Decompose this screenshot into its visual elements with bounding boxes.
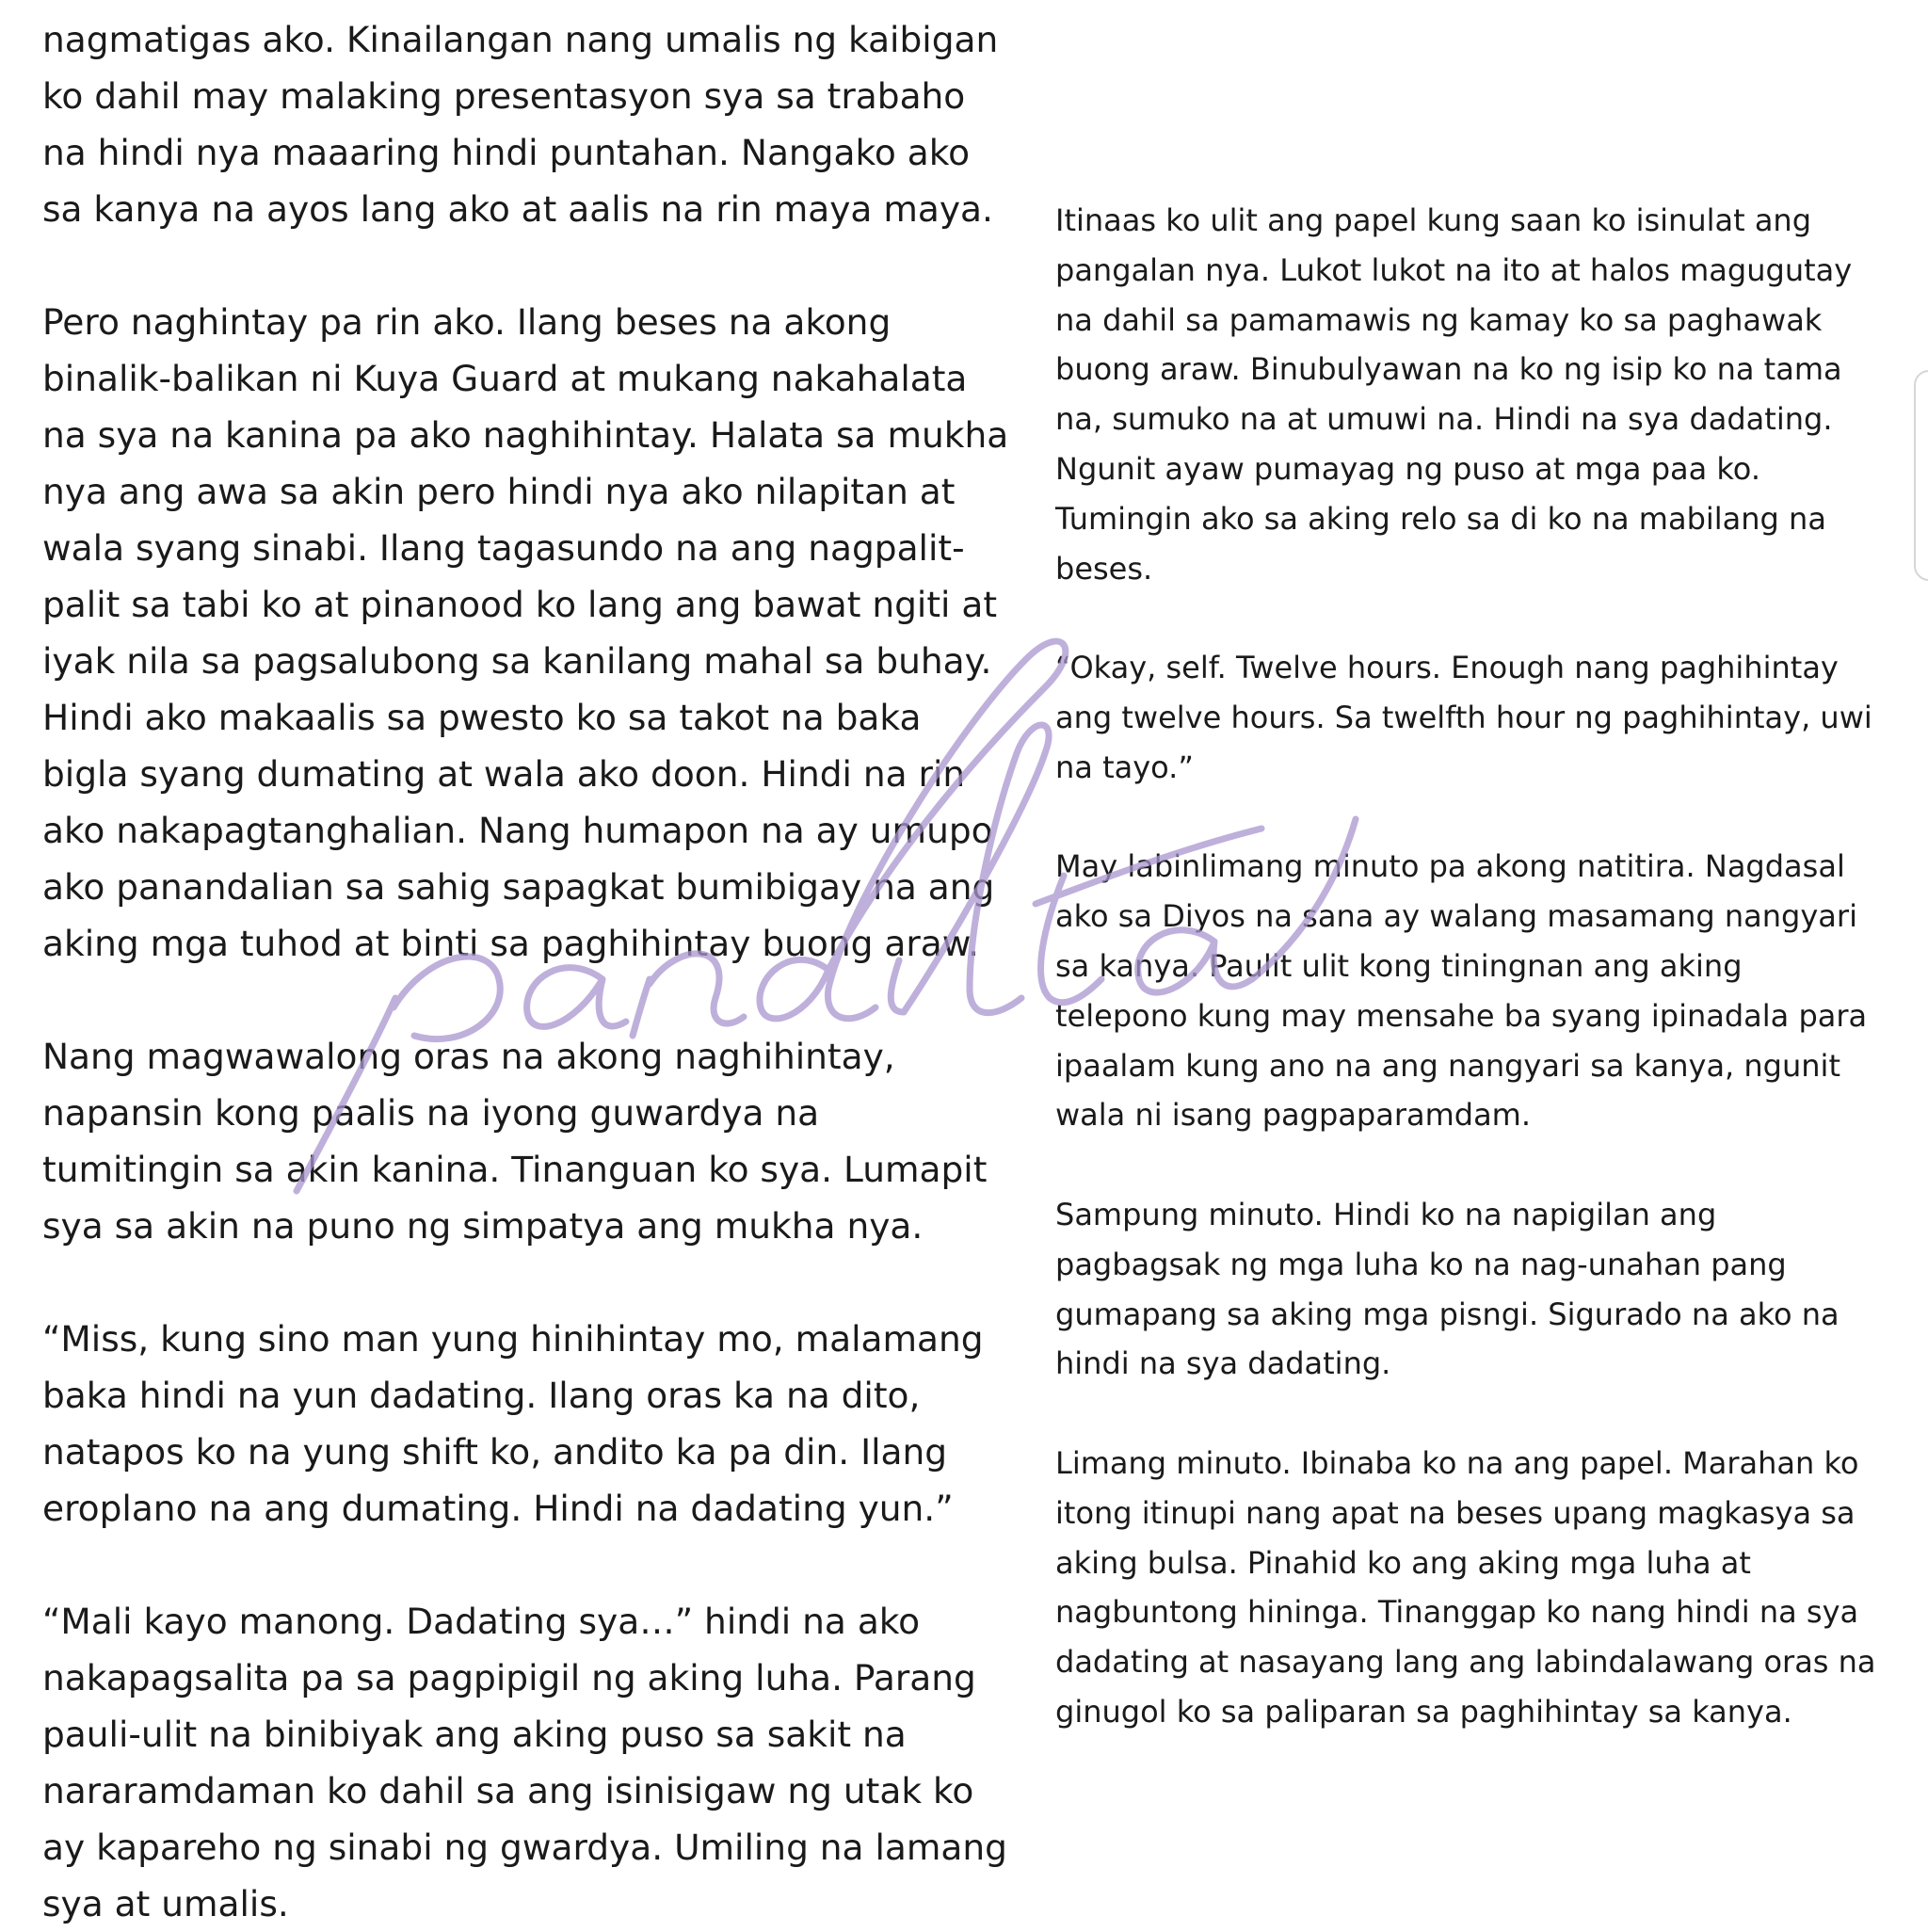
- paragraph: [1055, 196, 1856, 593]
- text-line: ang twelve hours. Sa twelfth hour ng paghihintay, uwi: [1055, 699, 1872, 735]
- text-line: ako nakapagtanghalian. Nang humapon na ay umupo: [42, 810, 993, 851]
- text-line: nakapagsalita pa sa pagpipigil ng aking luha. Parang: [42, 1657, 976, 1699]
- text-line: tumitingin sa akin kanina. Tinanguan ko sya. Lumapit: [42, 1149, 988, 1190]
- text-line: Nang magwawalong oras na akong naghihintay,: [42, 1036, 895, 1077]
- text-line: nya ang awa sa akin pero hindi nya ako nilapitan at: [42, 471, 956, 512]
- text-line: na tayo.”: [1055, 749, 1194, 785]
- text-line: Hindi ako makaalis sa pwesto ko sa takot na baka: [42, 697, 922, 738]
- text-line: “Okay, self. Twelve hours. Enough nang paghihintay: [1055, 650, 1839, 686]
- text-line: na sya na kanina pa ako naghihintay. Halata sa mukha: [42, 414, 1009, 456]
- text-line: Ngunit ayaw pumayag ng puso at mga paa ko.: [1055, 450, 1760, 487]
- paragraph: [42, 11, 999, 237]
- text-line: iyak nila sa pagsalubong sa kanilang mahal sa buhay.: [42, 640, 992, 682]
- text-line: Itinaas ko ulit ang papel kung saan ko isinulat ang: [1055, 202, 1812, 238]
- text-line: itong itinupi nang apat na beses upang magkasya sa: [1055, 1494, 1856, 1531]
- text-line: pangalan nya. Lukot lukot na ito at halos magugutay: [1055, 251, 1853, 288]
- text-line: sya sa akin na puno ng simpatya ang mukha nya.: [42, 1205, 924, 1247]
- text-line: “Miss, kung sino man yung hinihintay mo, malamang: [42, 1318, 984, 1360]
- text-line: wala ni isang pagpaparamdam.: [1055, 1097, 1532, 1134]
- text-line: natapos ko na yung shift ko, andito ka pa din. Ilang: [42, 1431, 948, 1473]
- text-line: Limang minuto. Ibinaba ko na ang papel. Marahan ko: [1055, 1444, 1859, 1481]
- paragraph: [1055, 842, 1868, 1140]
- text-line: ako panandalian sa sahig sapagkat bumibigay na ang: [42, 866, 995, 908]
- text-line: Pero naghintay pa rin ako. Ilang beses na akong: [42, 301, 892, 343]
- text-line: na dahil sa pamamawis ng kamay ko sa paghawak: [1055, 301, 1823, 338]
- text-line: eroplano na ang dumating. Hindi na dadating yun.”: [42, 1488, 954, 1529]
- text-line: hindi na sya dadating.: [1055, 1345, 1391, 1382]
- text-line: sa kanya. Paulit ulit kong tiningnan ang aking: [1055, 947, 1743, 984]
- text-line: May labinlimang minuto pa akong natitira. Nagdasal: [1055, 848, 1845, 885]
- text-line: gumapang sa aking mga pisngi. Sigurado na ako na: [1055, 1296, 1840, 1332]
- text-line: sa kanya na ayos lang ako at aalis na rin maya maya.: [42, 188, 993, 230]
- paragraph: [42, 1028, 988, 1254]
- text-line: ay kapareho ng sinabi ng gwardya. Umiling na lamang: [42, 1827, 1007, 1868]
- text-line: ako sa Diyos na sana ay walang masamang nangyari: [1055, 898, 1857, 935]
- text-line: na, sumuko na at umuwi na. Hindi na sya dadating.: [1055, 401, 1833, 438]
- scrollbar-handle[interactable]: [1914, 370, 1928, 581]
- text-line: ginugol ko sa paliparan sa paghihintay sa kanya.: [1055, 1693, 1792, 1730]
- text-line: binalik-balikan ni Kuya Guard at mukang nakahalata: [42, 358, 968, 399]
- paragraph: [42, 1593, 1007, 1932]
- text-line: ko dahil may malaking presentasyon sya sa trabaho: [42, 75, 966, 117]
- paragraph: [1055, 1190, 1856, 1389]
- left-text-column: [42, 11, 1009, 1932]
- text-line: bigla syang dumating at wala ako doon. Hindi na rin: [42, 753, 966, 795]
- text-line: napansin kong paalis na iyong guwardya na: [42, 1092, 820, 1134]
- text-line: telepono kung may mensahe ba syang ipinadala para: [1055, 997, 1868, 1034]
- paragraph: [42, 294, 1009, 972]
- paragraph: [1055, 643, 1872, 792]
- text-line: buong araw. Binubulyawan na ko ng isip ko na tama: [1055, 351, 1842, 388]
- text-line: nagbuntong hininga. Tinanggap ko nang hindi na sya: [1055, 1594, 1859, 1631]
- text-line: palit sa tabi ko at pinanood ko lang ang bawat ngiti at: [42, 584, 998, 625]
- text-line: beses.: [1055, 550, 1153, 587]
- paragraph: [1055, 1439, 1876, 1737]
- paragraph: [42, 1311, 984, 1537]
- text-line: “Mali kayo manong. Dadating sya…” hindi na ako: [42, 1601, 921, 1642]
- right-text-column: [1055, 196, 1876, 1737]
- text-line: ipaalam kung ano na ang nangyari sa kanya, ngunit: [1055, 1047, 1840, 1084]
- text-line: sya at umalis.: [42, 1883, 289, 1924]
- text-line: wala syang sinabi. Ilang tagasundo na ang nagpalit-: [42, 527, 965, 569]
- text-line: aking bulsa. Pinahid ko ang aking mga luha at: [1055, 1544, 1751, 1581]
- text-line: Tumingin ako sa aking relo sa di ko na mabilang na: [1055, 500, 1826, 537]
- text-line: nagmatigas ako. Kinailangan nang umalis ng kaibigan: [42, 19, 999, 60]
- text-line: dadating at nasayang lang ang labindalawang oras na: [1055, 1644, 1876, 1681]
- text-line: na hindi nya maaaring hindi puntahan. Nangako ako: [42, 132, 971, 173]
- text-line: aking mga tuhod at binti sa paghihintay buong araw.: [42, 923, 979, 964]
- text-line: pauli-ulit na binibiyak ang aking puso sa sakit na: [42, 1714, 907, 1755]
- text-line: baka hindi na yun dadating. Ilang oras ka na dito,: [42, 1375, 921, 1416]
- text-line: Sampung minuto. Hindi ko na napigilan ang: [1055, 1196, 1717, 1232]
- text-line: nararamdaman ko dahil sa ang isinisigaw ng utak ko: [42, 1770, 974, 1811]
- text-line: pagbagsak ng mga luha ko na nag-unahan pang: [1055, 1246, 1787, 1282]
